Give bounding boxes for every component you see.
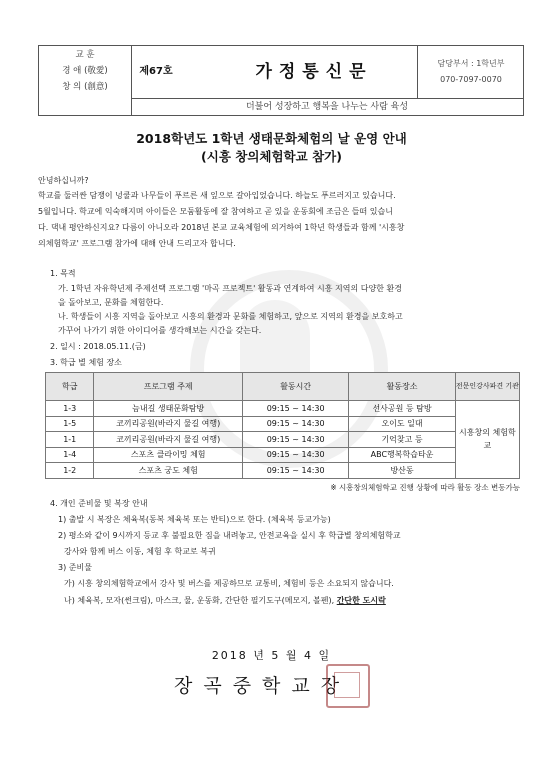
col-time: 활동시간: [242, 373, 348, 401]
department-label: 담당부서 : 1학년부: [437, 59, 505, 68]
cell-time: 09:15 ~ 14:30: [242, 401, 348, 417]
cell-program: 코끼리공원(바라지 물길 여행): [94, 432, 243, 448]
cell-place: 기억찾고 등: [349, 432, 455, 448]
col-institution: 전문인강사파견 기관: [455, 373, 519, 401]
purpose-line: 가꾸어 나가기 위한 아이디어를 생각해보는 시간을 갖는다.: [58, 326, 262, 335]
cell-program: 코끼리공원(바라지 물길 여행): [94, 416, 243, 432]
table-row: [46, 463, 520, 479]
contact-box: [417, 46, 524, 98]
preparation-line: 1) 출발 시 복장은 체육복(동복 체육복 또는 반티)으로 한다. (체육복 등교가능): [58, 515, 331, 524]
section-purpose-title: 1. 목적: [50, 269, 76, 278]
motto-respect: 경 애 (敬愛): [62, 66, 108, 76]
cell-program: 스포츠 클라이밍 체험: [94, 447, 243, 463]
cell-time: 09:15 ~ 14:30: [242, 432, 348, 448]
table-row: [46, 432, 520, 448]
supplies-text: 나) 체육복, 모자(썬크림), 마스크, 물, 운동화, 간단한 필기도구(메모지, 볼펜),: [64, 596, 337, 605]
col-place: 활동장소: [349, 373, 455, 401]
section-places-title: 3. 학급 별 체험 장소: [50, 358, 122, 367]
document-subtitle: (시흥 창의체험학교 참가): [201, 149, 342, 164]
school-motto-box: [39, 46, 132, 115]
issue-date: 2018 년 5 월 4 일: [211, 649, 332, 662]
table-note: ※ 시흥창의체험학교 진행 상황에 따라 활동 장소 변동가능: [330, 483, 520, 492]
preparation-line: 3) 준비물: [58, 563, 92, 572]
intro-line: 5월입니다. 학교에 익숙해지며 아이들은 모둠활동에 잘 참여하고 곧 있을 운동회에 조금은 들떠 있습니: [38, 207, 393, 216]
newsletter-title: 가정통신문: [255, 62, 373, 82]
greeting: 안녕하십니까?: [38, 176, 89, 185]
motto-label: 교 훈: [75, 50, 95, 60]
newsletter-header: [38, 45, 524, 116]
cell-time: 09:15 ~ 14:30: [242, 447, 348, 463]
intro-line: 학교를 둘러싼 담쟁이 넝쿨과 나무들이 푸르른 새 잎으로 갈아입었습니다. 하늘도 푸르러지고 있습니다.: [38, 191, 396, 200]
cell-place: ABC행복학습타운: [349, 447, 455, 463]
cell-class: 1-4: [46, 447, 94, 463]
intro-line: 의체험학교' 프로그램 참가에 대해 안내 드리고자 합니다.: [38, 239, 236, 248]
school-vision: 더불어 성장하고 행복을 나누는 사람 육성: [131, 98, 523, 116]
preparation-line: [64, 595, 386, 606]
official-seal: [326, 664, 370, 708]
intro-line: 다. 댁내 평안하신지요? 다름이 아니오라 2018년 본교 교육체험에 의거하여 1학년 학생들과 함께 '시흥창: [38, 223, 405, 232]
cell-class: 1-5: [46, 416, 94, 432]
cell-institution: 시흥창의 체험학교: [455, 401, 519, 479]
section-preparation-title: 4. 개인 준비물 및 복장 안내: [50, 499, 148, 508]
school-principal-signature: 장곡중학교장: [174, 675, 351, 697]
table-header-row: [46, 373, 520, 401]
cell-class: 1-1: [46, 432, 94, 448]
table-row: [46, 416, 520, 432]
purpose-line: 가. 1학년 자유학년제 주제선택 프로그램 '마곡 프로젝트' 활동과 연계하여 시흥 지역의 다양한 환경: [58, 284, 402, 293]
preparation-line: 강사와 함께 버스 이동, 체험 후 학교로 복귀: [64, 547, 216, 556]
cell-time: 09:15 ~ 14:30: [242, 416, 348, 432]
table-row: [46, 447, 520, 463]
purpose-line: 을 돌아보고, 문화를 체험한다.: [58, 298, 164, 307]
purpose-line: 나. 학생들이 시흥 지역을 돌아보고 시흥의 환경과 문화를 체험하고, 앞으로 지역의 환경을 보호하고: [58, 312, 403, 321]
preparation-line: 2) 평소와 같이 9시까지 등교 후 불필요한 짐을 내려놓고, 안전교육을 실시 후 학급별 창의체험학교: [58, 531, 401, 540]
cell-class: 1-2: [46, 463, 94, 479]
col-class: 학급: [46, 373, 94, 401]
motto-creativity: 창 의 (創意): [62, 82, 108, 92]
issue-number: 제67호: [139, 66, 173, 77]
lunch-highlight: 간단한 도시락: [336, 596, 386, 605]
table-row: [46, 401, 520, 417]
col-program: 프로그램 주제: [94, 373, 243, 401]
cell-class: 1-3: [46, 401, 94, 417]
section-date: 2. 일시 : 2018.05.11.(금): [50, 342, 146, 351]
cell-place: 선사공원 등 탐방: [349, 401, 455, 417]
cell-place: 오이도 일대: [349, 416, 455, 432]
cell-program: 늠내길 생태문화탐방: [94, 401, 243, 417]
class-activity-table: [45, 372, 520, 479]
cell-program: 스포츠 궁도 체험: [94, 463, 243, 479]
document-title: 2018학년도 1학년 생태문화체험의 날 운영 안내: [136, 131, 407, 146]
cell-place: 방산동: [349, 463, 455, 479]
preparation-line: 가) 시흥 창의체험학교에서 강사 및 버스를 제공하므로 교통비, 체험비 등은 소요되지 않습니다.: [64, 579, 394, 588]
cell-time: 09:15 ~ 14:30: [242, 463, 348, 479]
contact-phone: 070-7097-0070: [440, 75, 502, 84]
